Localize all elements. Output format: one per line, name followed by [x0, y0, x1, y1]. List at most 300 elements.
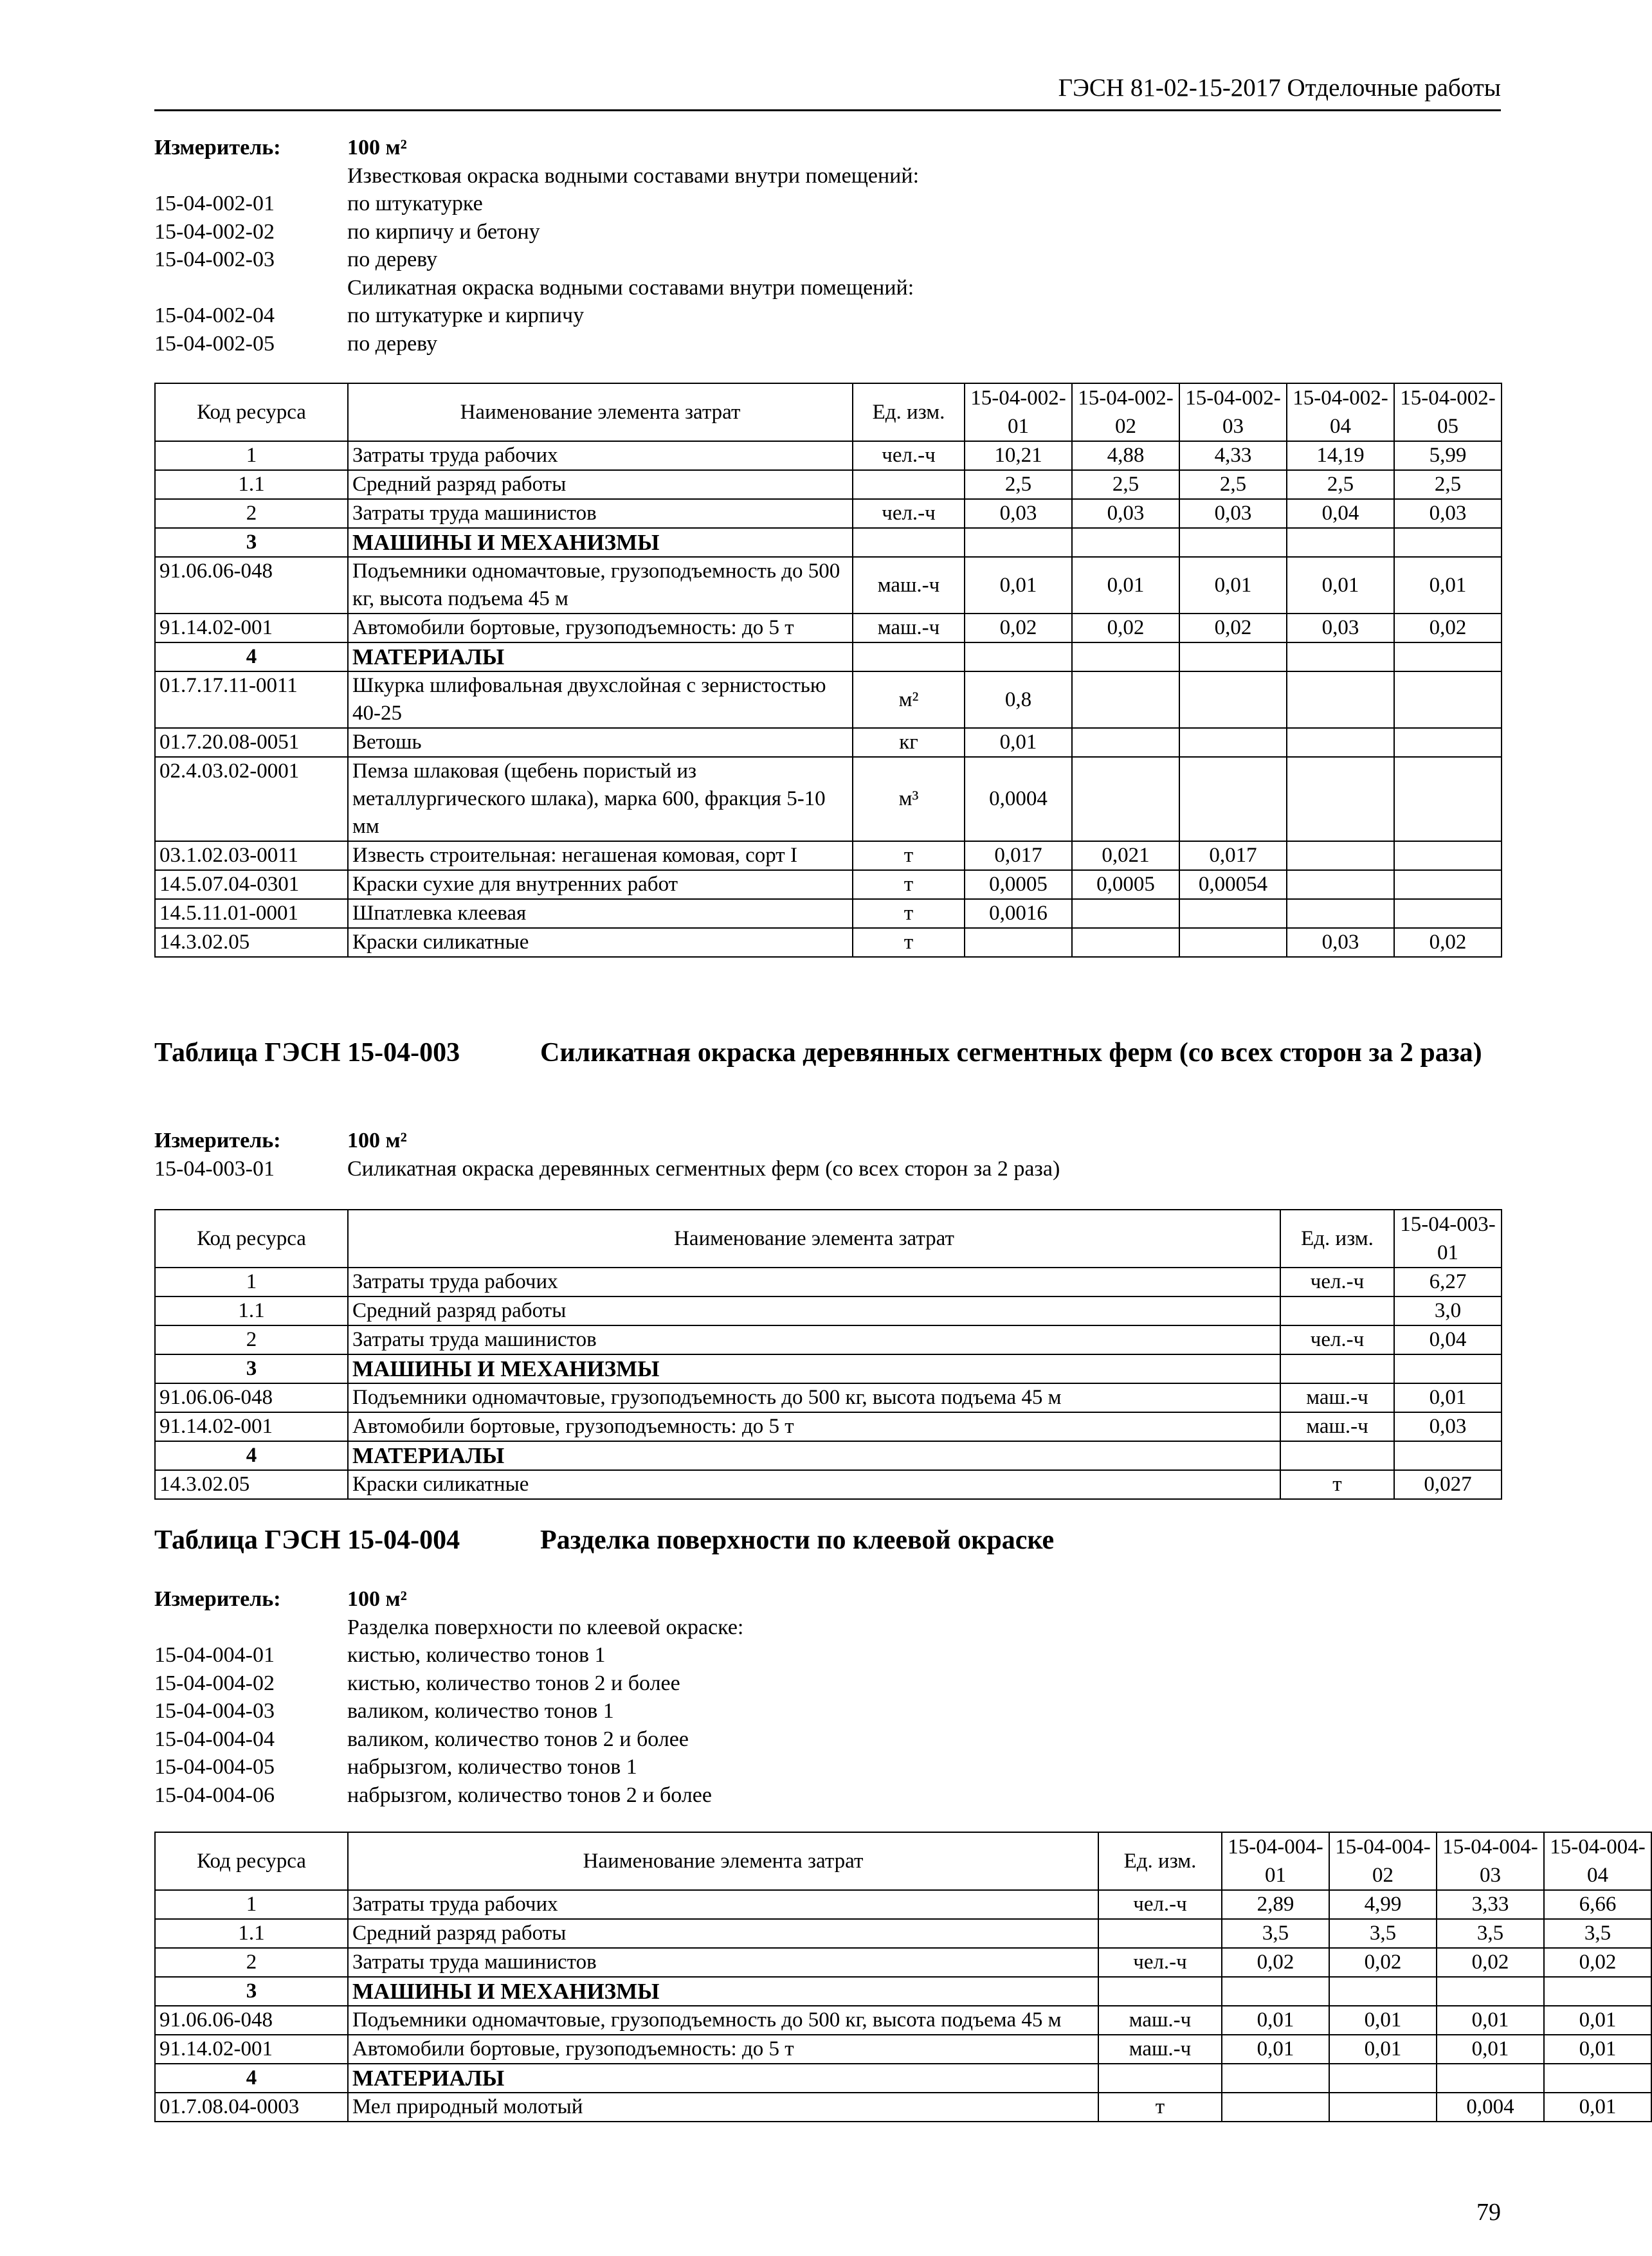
norm-value [1394, 528, 1502, 557]
norm-value: 3,5 [1437, 1919, 1544, 1948]
norm-value [1287, 728, 1394, 757]
work-description: валиком, количество тонов 2 и более [347, 1727, 689, 1751]
resource-code: 2 [155, 499, 348, 528]
resource-unit: т [1098, 2093, 1222, 2122]
resource-unit: м³ [853, 757, 965, 841]
work-description: Силикатная окраска водными составами внутри помещений: [347, 275, 914, 300]
col-header-unit: Ед. изм. [1098, 1832, 1222, 1890]
norm-value: 0,01 [1394, 1383, 1502, 1412]
norm-value: 3,5 [1544, 1919, 1651, 1948]
norm-value: 0,021 [1072, 841, 1179, 870]
col-header-name: Наименование элемента затрат [348, 1210, 1280, 1268]
work-item [154, 218, 1501, 246]
resource-unit: маш.-ч [1098, 2006, 1222, 2035]
work-code: 15-04-004-03 [154, 1699, 275, 1723]
norm-value [1287, 528, 1394, 557]
table-row [155, 671, 1502, 728]
resource-code: 1 [155, 441, 348, 470]
resource-code: 91.14.02-001 [155, 1412, 348, 1441]
norm-value [1544, 1977, 1651, 2006]
norm-value [1072, 928, 1179, 957]
norm-value [1072, 528, 1179, 557]
resource-table-15-04-002 [154, 383, 1502, 958]
work-description: валиком, количество тонов 1 [347, 1699, 614, 1723]
work-description: кистью, количество тонов 1 [347, 1643, 606, 1667]
resource-code: 14.5.11.01-0001 [155, 899, 348, 928]
resource-unit: м² [853, 671, 965, 728]
norm-value: 0,01 [1222, 2006, 1329, 2035]
measure-label: Измеритель: [154, 1587, 281, 1611]
resource-name: Мел природный молотый [348, 2093, 1098, 2122]
resource-name: Затраты труда рабочих [348, 1890, 1098, 1919]
norm-value: 0,02 [1437, 1948, 1544, 1977]
norm-value [1394, 841, 1502, 870]
table-row [155, 728, 1502, 757]
norm-value: 0,01 [1072, 557, 1179, 614]
norm-value [1222, 1977, 1329, 2006]
resource-unit: маш.-ч [853, 614, 965, 642]
table-row [155, 614, 1502, 642]
resource-name: Автомобили бортовые, грузоподъемность: до 5 т [348, 614, 853, 642]
norm-value [1544, 2064, 1651, 2093]
work-item [154, 1641, 1501, 1669]
norm-value: 3,33 [1437, 1890, 1544, 1919]
norm-value: 0,01 [1544, 2006, 1651, 2035]
measure-block-2 [154, 1127, 1501, 1183]
norm-value: 4,33 [1179, 441, 1287, 470]
norm-value: 0,027 [1394, 1470, 1502, 1499]
work-item [154, 1614, 1501, 1642]
resource-unit [1098, 1919, 1222, 1948]
norm-value [1394, 1354, 1502, 1383]
norm-value: 0,02 [1179, 614, 1287, 642]
work-description: Известковая окраска водными составами внутри помещений: [347, 163, 920, 188]
norm-value: 0,03 [1287, 614, 1394, 642]
col-header-code: Код ресурса [155, 383, 348, 441]
norm-value: 2,5 [1179, 470, 1287, 499]
section-title-15-04-004 [154, 1523, 1501, 1558]
resource-name: Пемза шлаковая (щебень пористый из металлургического шлака), марка 600, фракция 5-10 мм [348, 757, 853, 841]
norm-value [1072, 642, 1179, 671]
norm-value: 0,01 [1329, 2006, 1437, 2035]
resource-name: Краски сухие для внутренних работ [348, 870, 853, 899]
resource-unit: маш.-ч [1280, 1412, 1394, 1441]
norm-value [1287, 899, 1394, 928]
measure-value: 100 м² [347, 1129, 407, 1152]
work-item [154, 1669, 1501, 1698]
work-item [154, 330, 1501, 358]
work-description: набрызгом, количество тонов 2 и более [347, 1783, 712, 1807]
work-item [154, 274, 1501, 302]
resource-name: Затраты труда машинистов [348, 499, 853, 528]
norm-value: 0,04 [1287, 499, 1394, 528]
norm-value: 0,04 [1394, 1325, 1502, 1354]
measure-label: Измеритель: [154, 1129, 281, 1152]
norm-value [1179, 528, 1287, 557]
norm-value [1287, 757, 1394, 841]
resource-unit: чел.-ч [1098, 1890, 1222, 1919]
resource-name: Затраты труда машинистов [348, 1948, 1098, 1977]
measure-value: 100 м² [347, 1587, 407, 1611]
resource-code: 1.1 [155, 1919, 348, 1948]
norm-value: 0,01 [1329, 2035, 1437, 2064]
norm-value: 0,02 [1394, 928, 1502, 957]
resource-name: Затраты труда рабочих [348, 1268, 1280, 1296]
resource-unit: чел.-ч [853, 441, 965, 470]
table-title: Разделка поверхности по клеевой окраске [540, 1525, 1055, 1555]
norm-value: 0,017 [965, 841, 1072, 870]
work-code: 15-04-003-01 [154, 1156, 275, 1181]
resource-unit [1098, 2064, 1222, 2093]
resource-code: 91.14.02-001 [155, 2035, 348, 2064]
table-row [155, 1890, 1651, 1919]
work-item [154, 190, 1501, 218]
work-code: 15-04-002-04 [154, 304, 275, 327]
resource-unit [1280, 1441, 1394, 1470]
norm-value [1287, 870, 1394, 899]
resource-code: 1 [155, 1268, 348, 1296]
norm-value: 0,03 [965, 499, 1072, 528]
resource-unit: чел.-ч [1280, 1268, 1394, 1296]
norm-value: 0,02 [1222, 1948, 1329, 1977]
norm-value [1329, 2093, 1437, 2122]
table-row [155, 441, 1502, 470]
col-header-code: Код ресурса [155, 1832, 348, 1890]
resource-code: 4 [155, 2064, 348, 2093]
norm-value [1394, 671, 1502, 728]
resource-code: 4 [155, 1441, 348, 1470]
col-header-norm: 15-04-004-04 [1544, 1832, 1651, 1890]
norm-value: 0,01 [965, 728, 1072, 757]
norm-value [1437, 1977, 1544, 2006]
col-header-norm: 15-04-002-01 [965, 383, 1072, 441]
work-item [154, 1753, 1501, 1781]
table-title: Силикатная окраска деревянных сегментных ферм (со всех сторон за 2 раза) [540, 1038, 1482, 1068]
norm-value [1437, 2064, 1544, 2093]
table-row [155, 1977, 1651, 2006]
resource-unit: маш.-ч [853, 557, 965, 614]
norm-value [965, 642, 1072, 671]
resource-name: Подъемники одномачтовые, грузоподъемность до 500 кг, высота подъема 45 м [348, 1383, 1280, 1412]
table-row [155, 1470, 1502, 1499]
resource-name: Затраты труда рабочих [348, 441, 853, 470]
col-header-unit: Ед. изм. [1280, 1210, 1394, 1268]
work-item [154, 1725, 1501, 1754]
norm-value [1072, 671, 1179, 728]
work-list [154, 162, 1501, 358]
norm-value [1329, 1977, 1437, 2006]
table-row [155, 470, 1502, 499]
table-row [155, 1948, 1651, 1977]
norm-value: 10,21 [965, 441, 1072, 470]
norm-value: 6,66 [1544, 1890, 1651, 1919]
work-code: 15-04-002-02 [154, 219, 275, 244]
work-item [154, 246, 1501, 274]
resource-code: 3 [155, 528, 348, 557]
norm-value: 0,0005 [1072, 870, 1179, 899]
resource-name: Шкурка шлифовальная двухслойная с зернистостью 40-25 [348, 671, 853, 728]
norm-value [1179, 757, 1287, 841]
work-description: по штукатурке [347, 192, 483, 215]
norm-value: 0,02 [1394, 614, 1502, 642]
resource-code: 91.06.06-048 [155, 2006, 348, 2035]
norm-value: 0,03 [1179, 499, 1287, 528]
resource-code: 91.06.06-048 [155, 557, 348, 614]
work-description: по дереву [347, 248, 438, 271]
work-code: 15-04-004-02 [154, 1671, 275, 1695]
work-item [154, 162, 1501, 190]
resource-code: 14.3.02.05 [155, 928, 348, 957]
work-code: 15-04-002-05 [154, 331, 275, 356]
table-row [155, 557, 1502, 614]
resource-code: 14.3.02.05 [155, 1470, 348, 1499]
resource-code: 91.06.06-048 [155, 1383, 348, 1412]
norm-value: 0,01 [1437, 2006, 1544, 2035]
norm-value: 14,19 [1287, 441, 1394, 470]
work-item [154, 302, 1501, 330]
norm-value: 0,02 [1329, 1948, 1437, 1977]
norm-value: 4,88 [1072, 441, 1179, 470]
table-header-row [155, 1832, 1651, 1890]
col-header-norm: 15-04-002-05 [1394, 383, 1502, 441]
norm-value [1394, 899, 1502, 928]
resource-unit: чел.-ч [1098, 1948, 1222, 1977]
norm-value: 3,5 [1222, 1919, 1329, 1948]
table-row [155, 1325, 1502, 1354]
resource-name: МАТЕРИАЛЫ [348, 2064, 1098, 2093]
norm-value [965, 928, 1072, 957]
norm-value: 0,01 [1222, 2035, 1329, 2064]
resource-code: 02.4.03.02-0001 [155, 757, 348, 841]
table-row [155, 841, 1502, 870]
col-header-name: Наименование элемента затрат [348, 1832, 1098, 1890]
norm-value: 3,5 [1329, 1919, 1437, 1948]
resource-code: 14.5.07.04-0301 [155, 870, 348, 899]
resource-name: Шпатлевка клеевая [348, 899, 853, 928]
resource-unit: чел.-ч [853, 499, 965, 528]
table-row [155, 1354, 1502, 1383]
norm-value: 0,0016 [965, 899, 1072, 928]
table-row [155, 2035, 1651, 2064]
resource-name: МАШИНЫ И МЕХАНИЗМЫ [348, 528, 853, 557]
resource-code: 4 [155, 642, 348, 671]
norm-value: 0,01 [1437, 2035, 1544, 2064]
work-code: 15-04-004-01 [154, 1643, 275, 1667]
work-code [154, 1614, 347, 1642]
table-row [155, 2006, 1651, 2035]
measure-row [154, 1127, 1501, 1155]
table-row [155, 1268, 1502, 1296]
norm-value: 2,5 [965, 470, 1072, 499]
resource-name: МАШИНЫ И МЕХАНИЗМЫ [348, 1354, 1280, 1383]
work-code: 15-04-004-06 [154, 1783, 275, 1807]
norm-value [1179, 928, 1287, 957]
measure-row [154, 134, 1501, 162]
resource-name: Средний разряд работы [348, 470, 853, 499]
resource-unit: маш.-ч [1280, 1383, 1394, 1412]
norm-value [1394, 642, 1502, 671]
norm-value: 5,99 [1394, 441, 1502, 470]
resource-name: Автомобили бортовые, грузоподъемность: до 5 т [348, 1412, 1280, 1441]
col-header-norm: 15-04-004-02 [1329, 1832, 1437, 1890]
resource-code: 01.7.17.11-0011 [155, 671, 348, 728]
resource-code: 3 [155, 1977, 348, 2006]
norm-value: 3,0 [1394, 1296, 1502, 1325]
norm-value [1179, 728, 1287, 757]
resource-code: 2 [155, 1948, 348, 1977]
resource-table-15-04-004 [154, 1832, 1652, 2122]
work-description: по штукатурке и кирпичу [347, 304, 585, 327]
table-row [155, 2093, 1651, 2122]
resource-name: МАТЕРИАЛЫ [348, 1441, 1280, 1470]
work-item [154, 1781, 1501, 1810]
measure-block-3 [154, 1585, 1501, 1809]
resource-name: Краски силикатные [348, 928, 853, 957]
work-item [154, 1697, 1501, 1725]
norm-value: 4,99 [1329, 1890, 1437, 1919]
page-number: 79 [1476, 2199, 1501, 2226]
work-description: по кирпичу и бетону [347, 219, 540, 244]
resource-unit: т [1280, 1470, 1394, 1499]
running-header: ГЭСН 81-02-15-2017 Отделочные работы [154, 72, 1501, 111]
table-row [155, 2064, 1651, 2093]
measure-value: 100 м² [347, 136, 407, 159]
norm-value: 0,01 [1544, 2035, 1651, 2064]
table-label: Таблица ГЭСН 15-04-003 [154, 1038, 460, 1068]
norm-value [1179, 899, 1287, 928]
resource-name: Подъемники одномачтовые, грузоподъемность до 500 кг, высота подъема 45 м [348, 2006, 1098, 2035]
norm-value: 2,5 [1394, 470, 1502, 499]
resource-unit: чел.-ч [1280, 1325, 1394, 1354]
norm-value: 6,27 [1394, 1268, 1502, 1296]
table-row [155, 528, 1502, 557]
norm-value: 2,5 [1287, 470, 1394, 499]
table-row [155, 1412, 1502, 1441]
resource-table-15-04-003 [154, 1209, 1502, 1500]
resource-name: Автомобили бортовые, грузоподъемность: до 5 т [348, 2035, 1098, 2064]
table-row [155, 899, 1502, 928]
norm-value: 0,0005 [965, 870, 1072, 899]
resource-unit: т [853, 841, 965, 870]
norm-value [1287, 841, 1394, 870]
norm-value [1394, 870, 1502, 899]
table-header-row [155, 383, 1502, 441]
norm-value: 2,89 [1222, 1890, 1329, 1919]
col-header-norm: 15-04-002-02 [1072, 383, 1179, 441]
resource-name: Известь строительная: негашеная комовая, сорт I [348, 841, 853, 870]
resource-unit [853, 642, 965, 671]
resource-name: Подъемники одномачтовые, грузоподъемность до 500 кг, высота подъема 45 м [348, 557, 853, 614]
resource-unit [853, 470, 965, 499]
norm-value: 0,00054 [1179, 870, 1287, 899]
resource-name: Средний разряд работы [348, 1296, 1280, 1325]
work-item [154, 1155, 1501, 1183]
work-code: 15-04-004-04 [154, 1727, 275, 1751]
work-description: набрызгом, количество тонов 1 [347, 1755, 637, 1779]
table-header-row [155, 1210, 1502, 1268]
norm-value [1329, 2064, 1437, 2093]
table-row [155, 870, 1502, 899]
resource-name: Краски силикатные [348, 1470, 1280, 1499]
table-row [155, 1441, 1502, 1470]
resource-name: Затраты труда машинистов [348, 1325, 1280, 1354]
norm-value: 0,0004 [965, 757, 1072, 841]
resource-unit [853, 528, 965, 557]
resource-name: Средний разряд работы [348, 1919, 1098, 1948]
norm-value [1222, 2093, 1329, 2122]
norm-value: 0,01 [1394, 557, 1502, 614]
resource-name: МАШИНЫ И МЕХАНИЗМЫ [348, 1977, 1098, 2006]
resource-name: МАТЕРИАЛЫ [348, 642, 853, 671]
resource-code: 3 [155, 1354, 348, 1383]
resource-code: 01.7.08.04-0003 [155, 2093, 348, 2122]
norm-value: 0,01 [1179, 557, 1287, 614]
norm-value: 0,8 [965, 671, 1072, 728]
norm-value [1394, 1441, 1502, 1470]
work-code: 15-04-002-03 [154, 248, 275, 271]
section-title-15-04-003 [154, 1035, 1501, 1070]
table-row [155, 642, 1502, 671]
norm-value: 0,02 [1544, 1948, 1651, 1977]
resource-unit: т [853, 899, 965, 928]
resource-code: 2 [155, 1325, 348, 1354]
work-code: 15-04-004-05 [154, 1755, 275, 1779]
table-row [155, 499, 1502, 528]
norm-value [1394, 757, 1502, 841]
norm-value [1179, 671, 1287, 728]
resource-unit: маш.-ч [1098, 2035, 1222, 2064]
norm-value [965, 528, 1072, 557]
resource-unit [1280, 1296, 1394, 1325]
col-header-norm: 15-04-003-01 [1394, 1210, 1502, 1268]
norm-value: 0,03 [1072, 499, 1179, 528]
col-header-name: Наименование элемента затрат [348, 383, 853, 441]
resource-unit [1280, 1354, 1394, 1383]
norm-value [1394, 728, 1502, 757]
work-description: кистью, количество тонов 2 и более [347, 1671, 680, 1695]
norm-value: 0,01 [1287, 557, 1394, 614]
norm-value [1072, 728, 1179, 757]
resource-name: Ветошь [348, 728, 853, 757]
measure-label: Измеритель: [154, 136, 281, 159]
resource-unit: т [853, 870, 965, 899]
work-code [154, 274, 347, 302]
col-header-norm: 15-04-002-03 [1179, 383, 1287, 441]
col-header-norm: 15-04-004-03 [1437, 1832, 1544, 1890]
norm-value: 0,02 [965, 614, 1072, 642]
measure-row [154, 1585, 1501, 1614]
table-row [155, 757, 1502, 841]
table-label: Таблица ГЭСН 15-04-004 [154, 1525, 460, 1555]
work-description: Разделка поверхности по клеевой окраске: [347, 1615, 744, 1639]
resource-code: 1 [155, 1890, 348, 1919]
work-description: Силикатная окраска деревянных сегментных ферм (со всех сторон за 2 раза) [347, 1156, 1060, 1181]
col-header-norm: 15-04-004-01 [1222, 1832, 1329, 1890]
norm-value [1072, 757, 1179, 841]
work-list [154, 1155, 1501, 1183]
norm-value [1179, 642, 1287, 671]
norm-value: 2,5 [1072, 470, 1179, 499]
norm-value [1287, 642, 1394, 671]
col-header-code: Код ресурса [155, 1210, 348, 1268]
norm-value: 0,017 [1179, 841, 1287, 870]
resource-unit [1098, 1977, 1222, 2006]
table-row [155, 1919, 1651, 1948]
table-row [155, 928, 1502, 957]
norm-value [1222, 2064, 1329, 2093]
resource-code: 01.7.20.08-0051 [155, 728, 348, 757]
resource-unit: т [853, 928, 965, 957]
